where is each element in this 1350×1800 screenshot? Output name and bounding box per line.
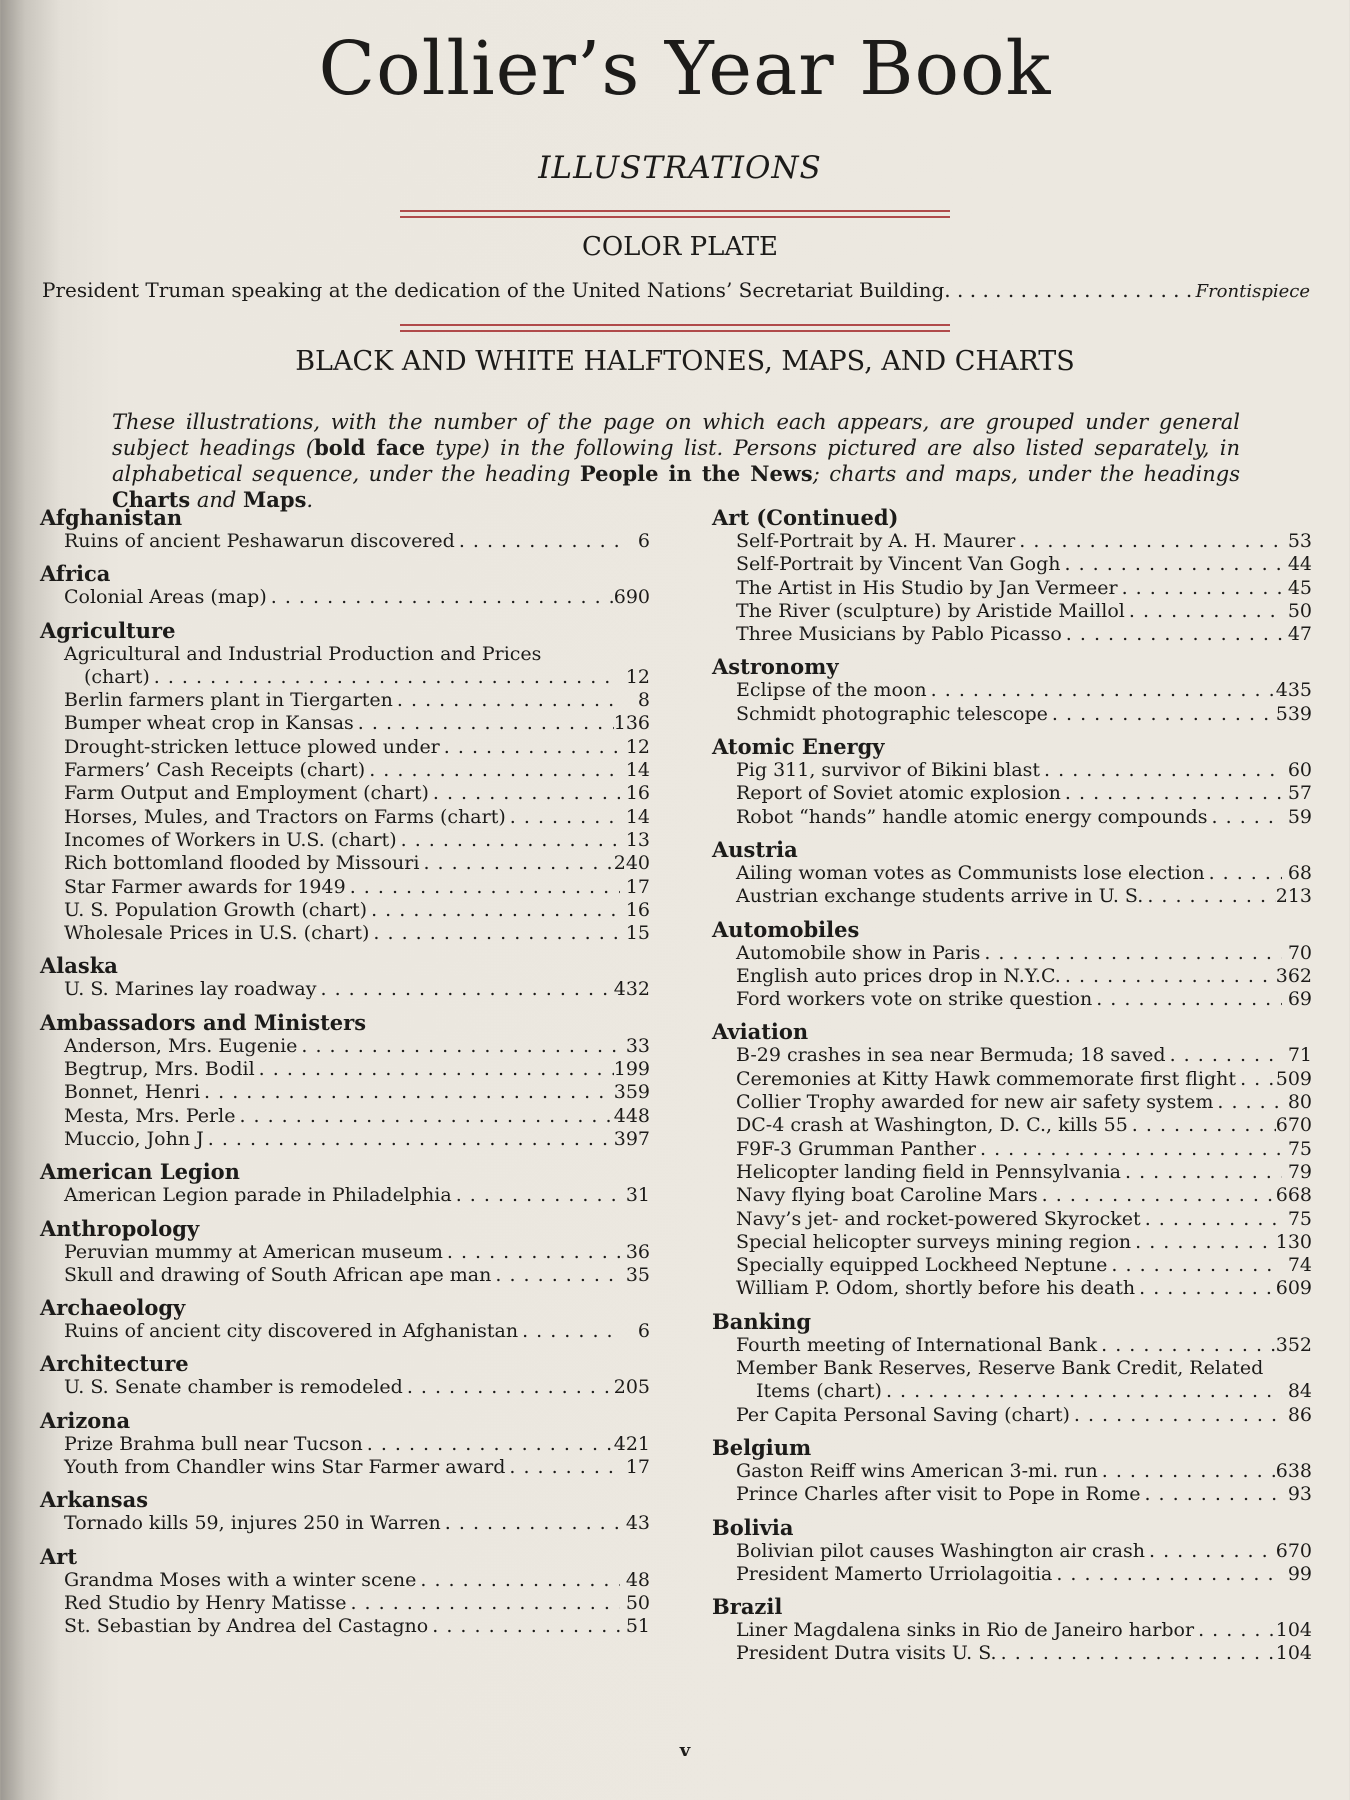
page-ref: 362	[1275, 964, 1312, 987]
page-ref: 136	[613, 712, 650, 735]
index-entry: President Dutra visits U. S. . . . 104	[712, 1642, 1312, 1665]
index-section	[40, 1010, 650, 1151]
index-entry: Schmidt photographic telescope . . . 539	[712, 703, 1312, 726]
index-section	[40, 561, 650, 609]
index-entry: Wholesale Prices in U.S. (chart) . . . 15	[40, 922, 650, 945]
index-entry: President Mamerto Urriolagoitia . . . 99	[712, 1563, 1312, 1586]
section-heading: Aviation	[712, 1019, 809, 1045]
page-ref: 80	[1287, 1091, 1312, 1114]
section-heading: Afghanistan	[40, 505, 183, 530]
intro-paragraph: These illustrations, with the number of the page on which each appears, are grouped under general subject headings (bold face type) in the following list. Persons pictured are also listed separately, in alphabetical sequence, under the heading People in the News; charts and maps, under the headings Charts and Maps.	[112, 410, 1240, 512]
index-entry: Austrian exchange students arrive in U. S. . . . 213	[712, 885, 1312, 908]
page-ref: 14	[625, 805, 650, 828]
page-ref: 33	[625, 1034, 650, 1057]
page-ref: 435	[1275, 679, 1312, 702]
page-ref: 421	[613, 1432, 650, 1455]
page-ref: 57	[1287, 782, 1312, 805]
divider	[400, 324, 950, 326]
section-heading: Bolivia	[712, 1514, 794, 1540]
index-entry: Navy’s jet- and rocket-powered Skyrocket . . . 75	[712, 1208, 1312, 1231]
page-ref: 75	[1287, 1207, 1312, 1230]
index-section	[712, 654, 1312, 726]
index-entry: Eclipse of the moon . . . 435	[712, 679, 1312, 702]
page-number: v	[679, 1740, 691, 1761]
frontispiece-page: Frontispiece	[1195, 281, 1310, 302]
index-entry: Ruins of ancient city discovered in Afghanistan . . . 6	[40, 1320, 650, 1343]
page-ref: 79	[1287, 1160, 1312, 1183]
index-section	[712, 917, 1312, 1012]
section-heading: Alaska	[40, 953, 118, 979]
index-section	[40, 1487, 650, 1535]
page-ref: 69	[1287, 988, 1312, 1011]
index-entry: Gaston Reiff wins American 3-mi. run . . . 638	[712, 1460, 1312, 1483]
index-entry: U. S. Marines lay roadway . . . 432	[40, 978, 650, 1001]
index-entry: Ford workers vote on strike question . . . 69	[712, 988, 1312, 1011]
index-entry: Peruvian mummy at American museum . . . 36	[40, 1241, 650, 1264]
page-ref: 6	[637, 1320, 650, 1343]
index-entry: Incomes of Workers in U.S. (chart) . . . 13	[40, 829, 650, 852]
page-ref: 668	[1275, 1184, 1312, 1207]
page-ref: 51	[625, 1615, 650, 1638]
index-entry: Fourth meeting of International Bank . . . 352	[712, 1334, 1312, 1357]
index-entry: Robot “hands” handle atomic energy compounds . . . 59	[712, 806, 1312, 829]
index-entry: Prize Brahma bull near Tucson . . . 421	[40, 1433, 650, 1456]
index-section	[712, 1309, 1312, 1427]
page-ref: 15	[625, 922, 650, 945]
page-ref: 539	[1275, 702, 1312, 725]
page-ref: 638	[1275, 1459, 1312, 1482]
book-title: Collier’s Year Book	[318, 26, 1052, 112]
index-entry: Muccio, John J . . . 397	[40, 1128, 650, 1151]
page-ref: 213	[1275, 885, 1312, 908]
section-heading: Astronomy	[712, 654, 839, 680]
index-section	[40, 1159, 650, 1207]
section-heading: Africa	[40, 561, 111, 587]
page-ref: 690	[613, 586, 650, 609]
index-section	[712, 1515, 1312, 1587]
section-heading: Banking	[712, 1308, 812, 1334]
page-ref: 130	[1275, 1230, 1312, 1253]
section-heading: Austria	[712, 836, 798, 862]
halftones-heading: BLACK AND WHITE HALFTONES, MAPS, AND CHARTS	[295, 346, 1075, 377]
index-entry: DC-4 crash at Washington, D. C., kills 55 . . . 670	[712, 1114, 1312, 1137]
index-entry: Prince Charles after visit to Pope in Rome . . . 93	[712, 1483, 1312, 1506]
index-entry: Bumper wheat crop in Kansas . . . 136	[40, 712, 650, 735]
index-entry: Bonnet, Henri . . . 359	[40, 1081, 650, 1104]
index-entry: St. Sebastian by Andrea del Castagno . . . 51	[40, 1615, 650, 1638]
left-column	[40, 505, 650, 1639]
index-section	[712, 505, 1312, 646]
index-entry: Ceremonies at Kitty Hawk commemorate first flight . . . 509	[712, 1068, 1312, 1091]
page-ref: 45	[1287, 576, 1312, 599]
page-ref: 359	[613, 1081, 650, 1104]
index-entry-continued: (chart) . . . 12	[40, 666, 650, 689]
index-entry: American Legion parade in Philadelphia . . . 31	[40, 1184, 650, 1207]
index-section	[40, 1544, 650, 1639]
index-entry: Self-Portrait by Vincent Van Gogh . . . 44	[712, 553, 1312, 576]
page-ref: 6	[637, 530, 650, 552]
index-entry: The River (sculpture) by Aristide Maillol . . . 50	[712, 600, 1312, 623]
page-ref: 16	[625, 782, 650, 805]
page-ref: 17	[625, 1456, 650, 1479]
index-entry: Ruins of ancient Peshawarun discovered . . . 6	[40, 530, 650, 553]
page-ref: 86	[1287, 1403, 1312, 1426]
page-ref: 432	[613, 978, 650, 1001]
index-entry: Youth from Chandler wins Star Farmer award . . . 17	[40, 1456, 650, 1479]
index-entry: Member Bank Reserves, Reserve Bank Credit, Related	[736, 1357, 1264, 1380]
index-section	[712, 1594, 1312, 1666]
page-ref: 8	[637, 689, 650, 712]
section-heading: Ambassadors and Ministers	[40, 1009, 367, 1035]
index-section	[40, 1216, 650, 1288]
page-ref: 60	[1287, 759, 1312, 782]
illustrations-heading: ILLUSTRATIONS	[538, 150, 822, 186]
page-ref: 240	[613, 852, 650, 875]
color-plate-heading: COLOR PLATE	[581, 232, 779, 262]
page-ref: 84	[1287, 1380, 1312, 1403]
index-entry: Berlin farmers plant in Tiergarten . . . 8	[40, 689, 650, 712]
page-ref: 36	[625, 1240, 650, 1263]
index-entry: Mesta, Mrs. Perle . . . 448	[40, 1105, 650, 1128]
page-ref: 104	[1275, 1642, 1312, 1665]
index-entry: Specially equipped Lockheed Neptune . . . 74	[712, 1254, 1312, 1277]
index-section	[712, 734, 1312, 829]
page-ref: 670	[1275, 1114, 1312, 1137]
index-entry: Colonial Areas (map) . . . 690	[40, 586, 650, 609]
section-heading: Atomic Energy	[712, 734, 885, 760]
index-entry: The Artist in His Studio by Jan Vermeer . . . 45	[712, 577, 1312, 600]
section-heading: Arkansas	[40, 1487, 149, 1513]
index-entry: Star Farmer awards for 1949 . . . 17	[40, 876, 650, 899]
section-heading: Brazil	[712, 1594, 783, 1620]
index-entry: Anderson, Mrs. Eugenie . . . 33	[40, 1035, 650, 1058]
page-ref: 670	[1275, 1539, 1312, 1562]
index-entry: Self-Portrait by A. H. Maurer . . . 53	[712, 530, 1312, 553]
index-entry: Grandma Moses with a winter scene . . . 48	[40, 1569, 650, 1592]
section-heading: Architecture	[40, 1351, 189, 1377]
page-ref: 43	[625, 1512, 650, 1535]
section-heading: Arizona	[40, 1407, 131, 1433]
index-entry: Helicopter landing field in Pennsylvania . . . 79	[712, 1161, 1312, 1184]
section-heading: Art (Continued)	[712, 505, 899, 530]
page-ref: 12	[625, 735, 650, 758]
page-ref: 53	[1287, 530, 1312, 552]
page-ref: 50	[1287, 599, 1312, 622]
page-ref: 48	[625, 1568, 650, 1591]
page-ref: 17	[625, 875, 650, 898]
index-entry: Per Capita Personal Saving (chart) . . . 86	[712, 1404, 1312, 1427]
right-column	[712, 505, 1312, 1666]
section-heading: American Legion	[40, 1159, 240, 1185]
page-ref: 448	[613, 1104, 650, 1127]
index-entry: English auto prices drop in N.Y.C. . . . 362	[712, 965, 1312, 988]
page-ref: 609	[1275, 1277, 1312, 1300]
index-entry: Bolivian pilot causes Washington air crash . . . 670	[712, 1540, 1312, 1563]
index-entry: B-29 crashes in sea near Bermuda; 18 saved . . . 71	[712, 1044, 1312, 1067]
index-section	[712, 1019, 1312, 1300]
page-ref: 397	[613, 1127, 650, 1150]
page-ref: 35	[625, 1263, 650, 1286]
index-entry: Collier Trophy awarded for new air safety system . . . 80	[712, 1091, 1312, 1114]
page-ref: 59	[1287, 805, 1312, 828]
section-heading: Agriculture	[40, 617, 176, 643]
index-entry: Three Musicians by Pablo Picasso . . . 47	[712, 623, 1312, 646]
index-entry: Begtrup, Mrs. Bodil . . . 199	[40, 1058, 650, 1081]
index-entry: Automobile show in Paris . . . 70	[712, 942, 1312, 965]
section-heading: Archaeology	[40, 1295, 186, 1321]
index-section	[40, 1408, 650, 1480]
index-entry: Red Studio by Henry Matisse . . . 50	[40, 1592, 650, 1615]
index-entry: U. S. Population Growth (chart) . . . 16	[40, 899, 650, 922]
page-ref: 509	[1275, 1067, 1312, 1090]
index-section	[40, 505, 650, 553]
index-entry: Tornado kills 59, injures 250 in Warren . . . 43	[40, 1512, 650, 1535]
page-ref: 50	[625, 1591, 650, 1614]
index-entry: Pig 311, survivor of Bikini blast . . . 60	[712, 759, 1312, 782]
page-ref: 13	[625, 828, 650, 851]
index-entry: Special helicopter surveys mining region . . . 130	[712, 1231, 1312, 1254]
index-entry: Rich bottomland flooded by Missouri . . . 240	[40, 852, 650, 875]
index-entry: U. S. Senate chamber is remodeled . . . 205	[40, 1376, 650, 1399]
index-section	[40, 953, 650, 1001]
page-ref: 74	[1287, 1254, 1312, 1277]
divider	[400, 216, 950, 218]
index-section	[40, 1351, 650, 1399]
index-section	[40, 618, 650, 946]
page-ref: 93	[1287, 1483, 1312, 1506]
section-heading: Anthropology	[40, 1215, 200, 1241]
index-entry: Agricultural and Industrial Production and Prices	[64, 642, 542, 665]
section-heading: Art	[40, 1543, 78, 1569]
index-entry: Farm Output and Employment (chart) . . . 16	[40, 782, 650, 805]
page-ref: 16	[625, 898, 650, 921]
frontispiece-entry	[42, 278, 1310, 302]
page-ref: 70	[1287, 941, 1312, 964]
page-ref: 68	[1287, 861, 1312, 884]
index-entry: Report of Soviet atomic explosion . . . 57	[712, 782, 1312, 805]
index-entry: Drought-stricken lettuce plowed under . . . 12	[40, 736, 650, 759]
frontispiece-title: President Truman speaking at the dedication of the United Nations’ Secretariat Building	[42, 278, 945, 302]
page-ref: 99	[1287, 1562, 1312, 1585]
page-ref: 75	[1287, 1137, 1312, 1160]
section-heading: Belgium	[712, 1434, 812, 1460]
index-entry: Skull and drawing of South African ape man . . . 35	[40, 1264, 650, 1287]
index-section	[40, 1295, 650, 1343]
index-entry: Farmers’ Cash Receipts (chart) . . . 14	[40, 759, 650, 782]
page-ref: 12	[625, 665, 650, 688]
index-entry: William P. Odom, shortly before his death . . . 609	[712, 1277, 1312, 1300]
section-heading: Automobiles	[712, 916, 860, 942]
index-entry: Navy flying boat Caroline Mars . . . 668	[712, 1184, 1312, 1207]
index-entry: Horses, Mules, and Tractors on Farms (chart) . . . 14	[40, 806, 650, 829]
divider	[400, 330, 950, 332]
page-ref: 47	[1287, 623, 1312, 646]
page-ref: 205	[613, 1376, 650, 1399]
index-entry: Ailing woman votes as Communists lose election . . . 68	[712, 862, 1312, 885]
page-ref: 352	[1275, 1333, 1312, 1356]
page-ref: 31	[625, 1184, 650, 1207]
index-entry: F9F-3 Grumman Panther . . . 75	[712, 1138, 1312, 1161]
page-ref: 71	[1287, 1044, 1312, 1067]
page-ref: 199	[613, 1058, 650, 1081]
divider	[400, 210, 950, 212]
page-ref: 104	[1275, 1619, 1312, 1642]
page-ref: 44	[1287, 553, 1312, 576]
index-entry: Liner Magdalena sinks in Rio de Janeiro harbor . . . 104	[712, 1619, 1312, 1642]
page-ref: 14	[625, 759, 650, 782]
index-entry-continued: Items (chart) . . . 84	[712, 1380, 1312, 1403]
index-section	[712, 837, 1312, 909]
index-section	[712, 1435, 1312, 1507]
